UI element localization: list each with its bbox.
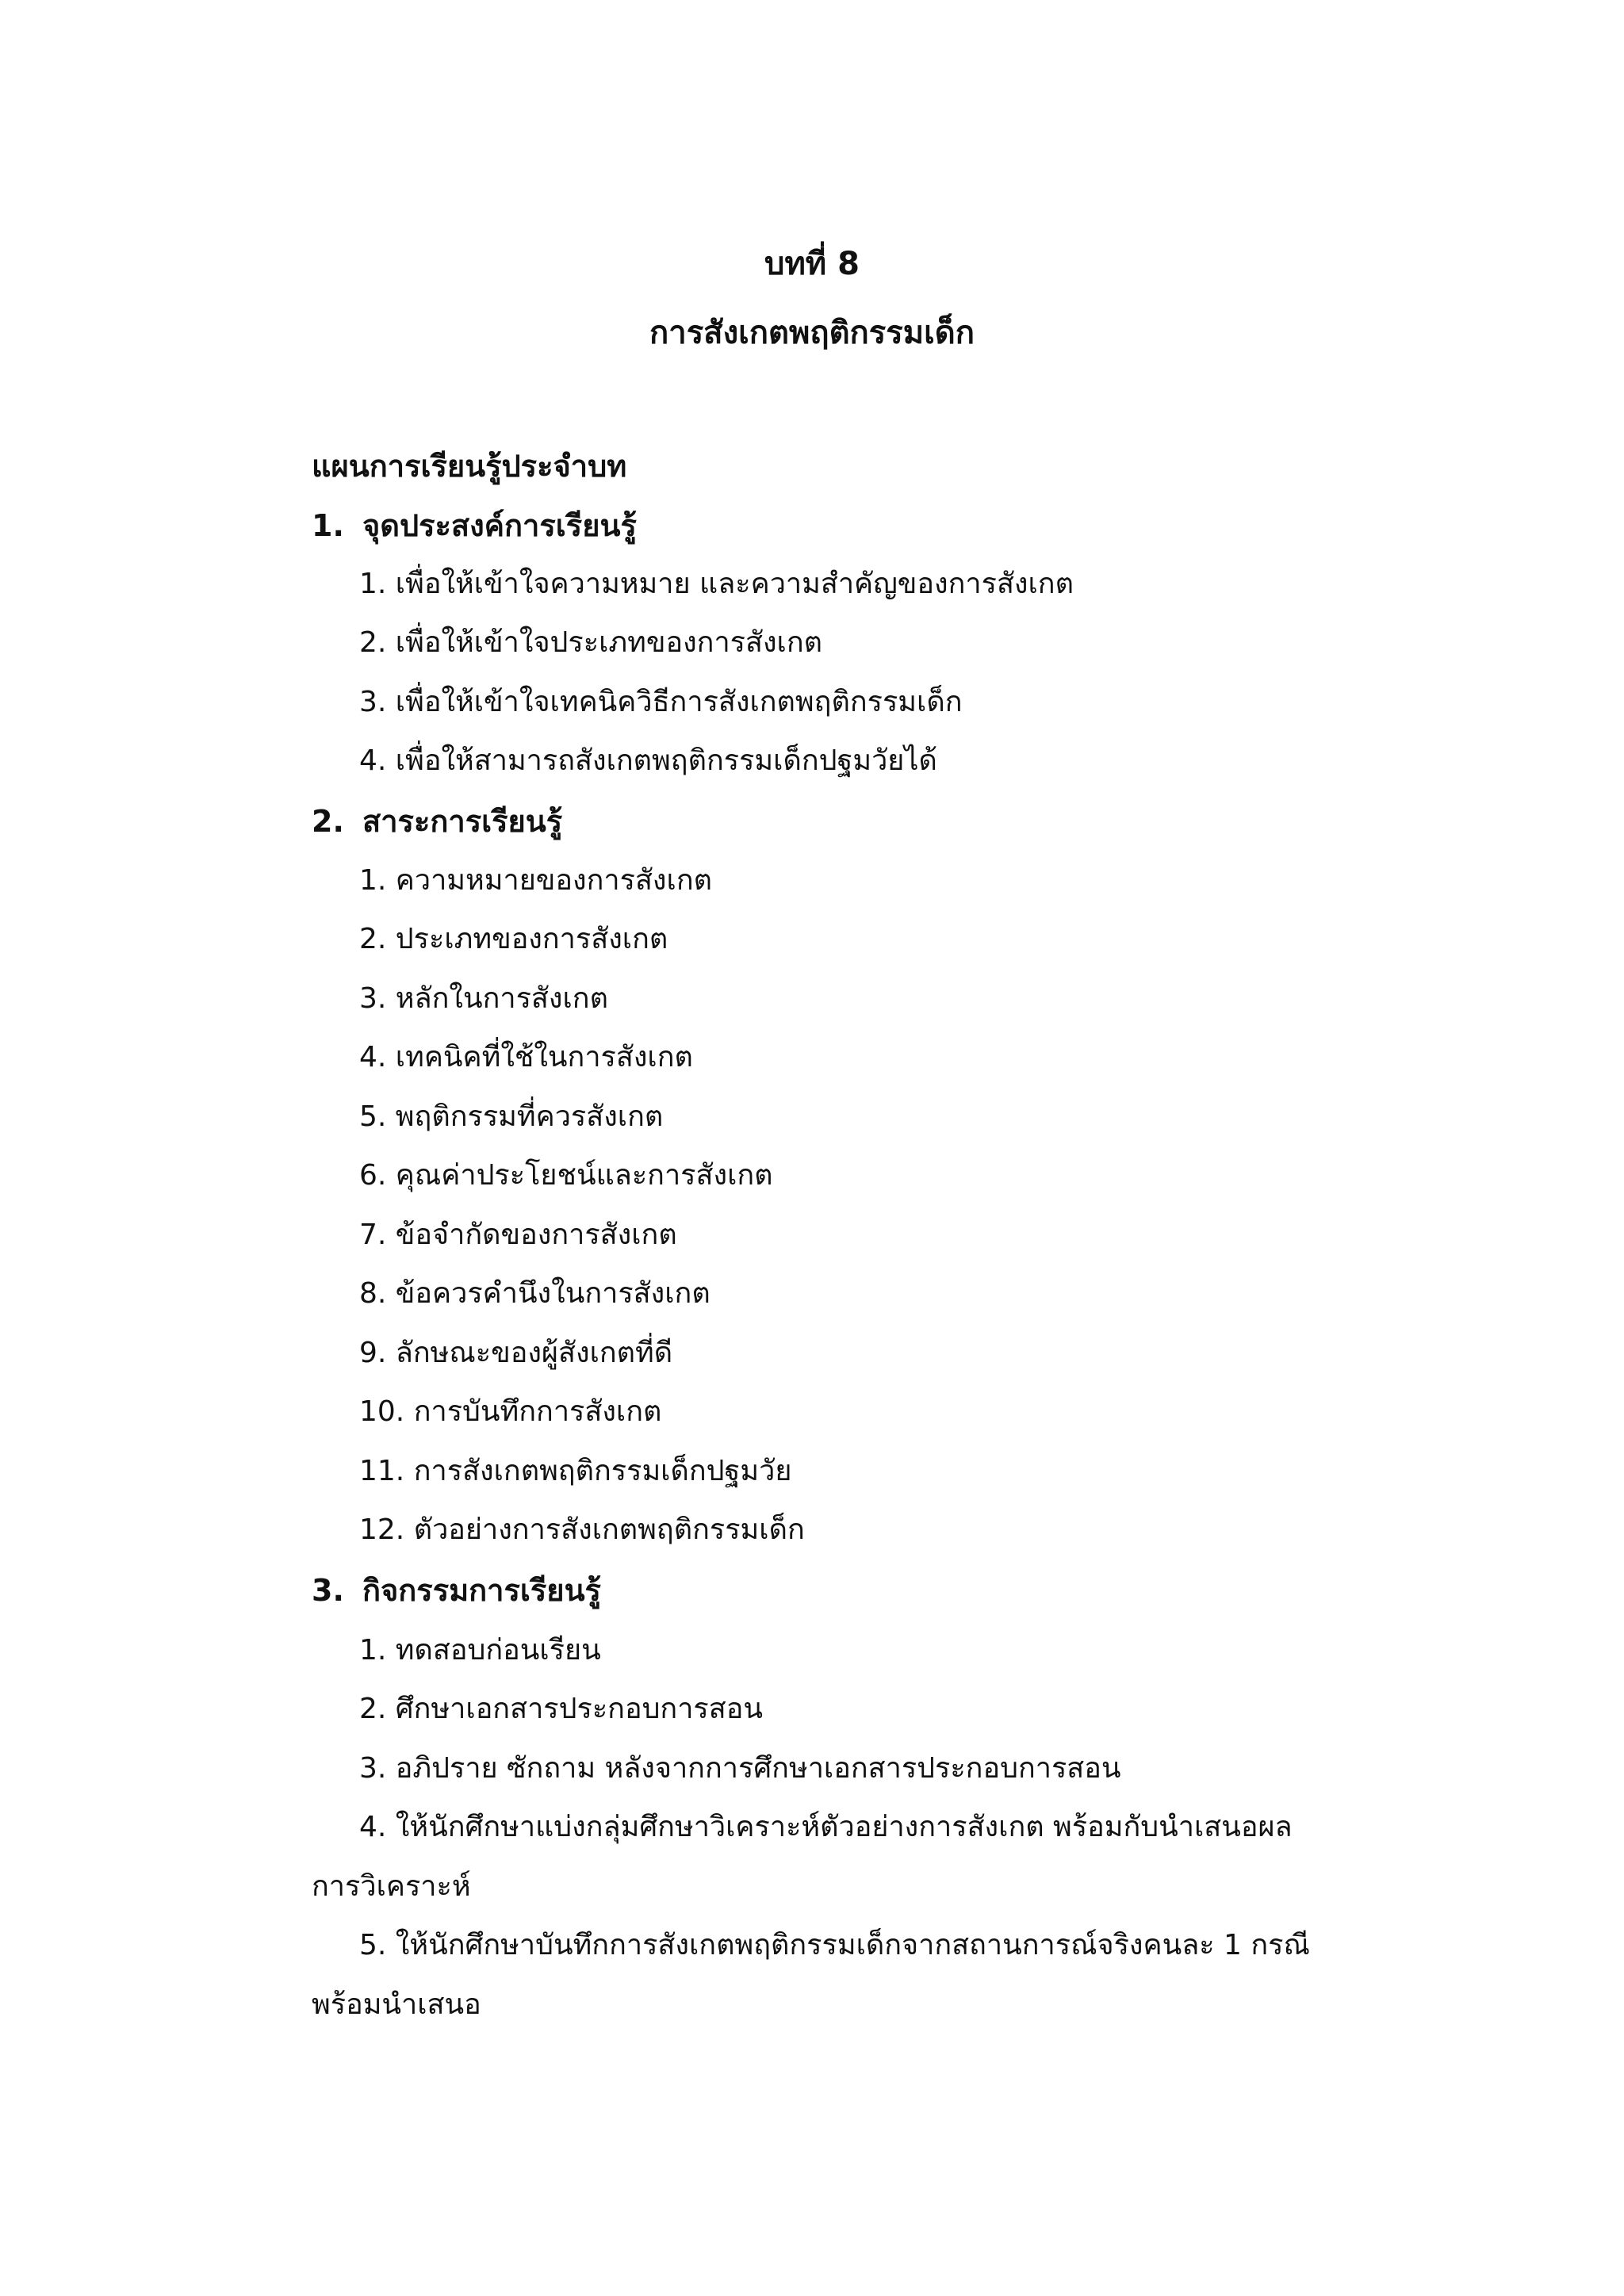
chapter-title: การสังเกตพฤติกรรมเด็ก [649, 315, 975, 351]
list-item: 1. เพื่อให้เข้าใจความหมาย และความสำคัญของการสังเกต [359, 568, 1074, 600]
section-heading-objectives [312, 503, 637, 548]
list-item: 1. ความหมายของการสังเกต [359, 864, 712, 897]
list-item: 6. คุณค่าประโยชน์และการสังเกต [359, 1159, 773, 1192]
section-heading-activities [312, 1568, 601, 1613]
section-number: 2. [312, 804, 344, 839]
list-item: 1. ทดสอบก่อนเรียน [359, 1634, 601, 1667]
section-title: สาระการเรียนรู้ [362, 804, 563, 839]
list-item: 4. ให้นักศึกษาแบ่งกลุ่มศึกษาวิเคราะห์ตัวอย่างการสังเกต พร้อมกับนำเสนอผล [359, 1811, 1293, 1843]
list-item: 2. เพื่อให้เข้าใจประเภทของการสังเกต [359, 626, 823, 659]
list-item: 11. การสังเกตพฤติกรรมเด็กปฐมวัย [359, 1455, 792, 1487]
list-item: 5. พฤติกรรมที่ควรสังเกต [359, 1100, 664, 1133]
lesson-plan-heading: แผนการเรียนรู้ประจำบท [312, 449, 627, 484]
section-number: 1. [312, 508, 344, 543]
section-title: จุดประสงค์การเรียนรู้ [362, 508, 637, 543]
list-item: 10. การบันทึกการสังเกต [359, 1395, 662, 1428]
list-item: 3. เพื่อให้เข้าใจเทคนิควิธีการสังเกตพฤติกรรมเด็ก [359, 686, 963, 718]
list-item: 4. เพื่อให้สามารถสังเกตพฤติกรรมเด็กปฐมวัยได้ [359, 744, 937, 777]
list-item: 12. ตัวอย่างการสังเกตพฤติกรรมเด็ก [359, 1513, 805, 1546]
list-item: 9. ลักษณะของผู้สังเกตที่ดี [359, 1337, 673, 1369]
list-item: 3. อภิปราย ซักถาม หลังจากการศึกษาเอกสารประกอบการสอน [359, 1752, 1121, 1785]
list-item: 8. ข้อควรคำนึงในการสังเกต [359, 1277, 710, 1310]
list-item: 2. ศึกษาเอกสารประกอบการสอน [359, 1693, 763, 1725]
list-item: 7. ข้อจำกัดของการสังเกต [359, 1219, 677, 1251]
list-item: 3. หลักในการสังเกต [359, 982, 608, 1015]
chapter-number: บทที่ 8 [764, 246, 860, 282]
list-item-continuation: พร้อมนำเสนอ [312, 1988, 481, 2021]
section-number: 3. [312, 1573, 344, 1608]
list-item: 4. เทคนิคที่ใช้ในการสังเกต [359, 1041, 693, 1073]
list-item: 5. ให้นักศึกษาบันทึกการสังเกตพฤติกรรมเด็กจากสถานการณ์จริงคนละ 1 กรณี [359, 1929, 1310, 1961]
section-heading-content [312, 799, 562, 844]
list-item: 2. ประเภทของการสังเกต [359, 923, 668, 955]
section-title: กิจกรรมการเรียนรู้ [362, 1573, 601, 1608]
list-item-continuation: การวิเคราะห์ [312, 1870, 471, 1903]
